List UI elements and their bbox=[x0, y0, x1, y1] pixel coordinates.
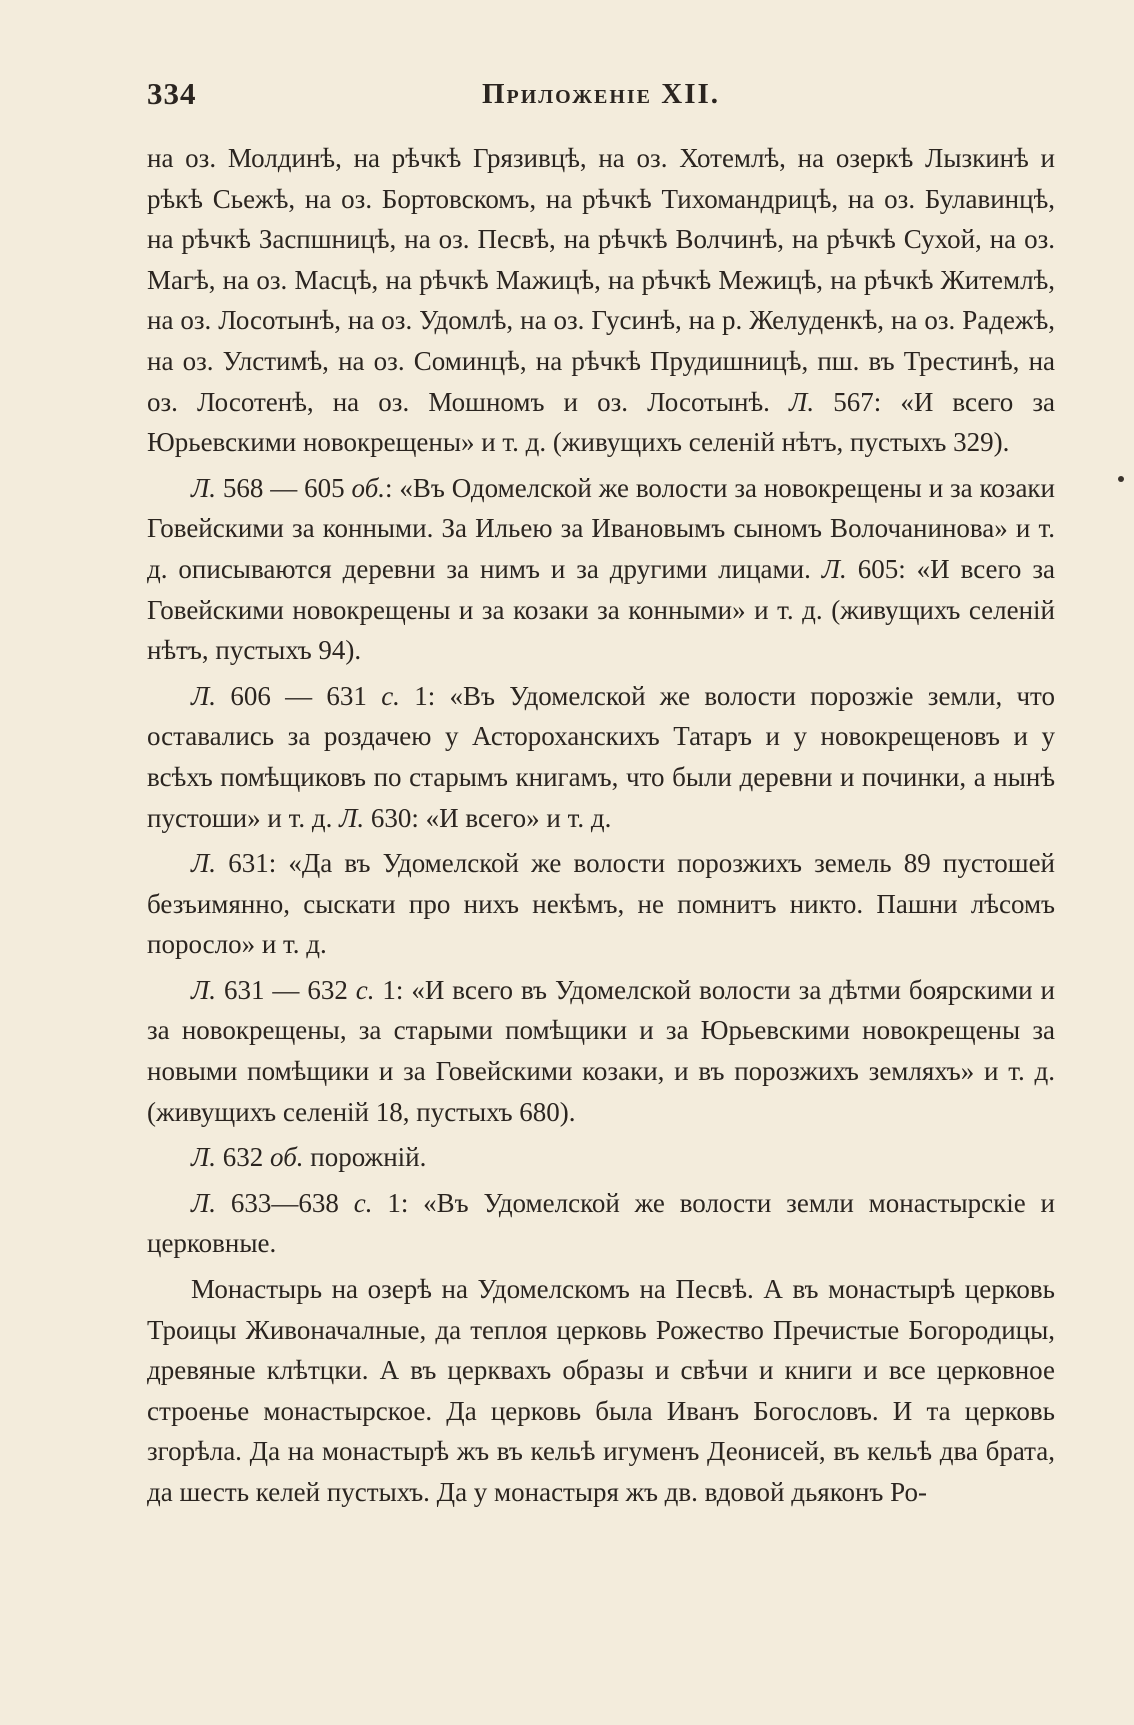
folio-reference: об. bbox=[351, 472, 386, 503]
running-head bbox=[147, 76, 1055, 120]
paragraph bbox=[147, 1183, 1055, 1264]
text-segment: порожнiй. bbox=[303, 1142, 427, 1173]
paragraph bbox=[147, 970, 1055, 1132]
text-segment: Монастырь на озерѣ на Удомелскомъ на Песвѣ. А въ монастырѣ церковь Троицы Живоначалные, да теплоя церковь Рожество Пречистые Богородицы, древяные клѣтцки. А въ церквахъ образы и свѣчи и книги и все церковное строенье монастырское. Да церковь была Иванъ Богословъ. И та церковь згорѣла. Да на монастырѣ жъ въ кельѣ игуменъ Деонисей, въ кельѣ два брата, да шесть келей пустыхъ. Да у монастыря жъ дв. вдовой дьяконъ Ро- bbox=[147, 1274, 1055, 1507]
paragraph bbox=[147, 468, 1055, 671]
folio-reference: Л. bbox=[339, 802, 365, 833]
text-segment: 568 — 605 bbox=[216, 472, 352, 503]
folio-reference: Л. bbox=[191, 680, 217, 711]
folio-reference: Л. bbox=[191, 1187, 217, 1218]
folio-reference: Л. bbox=[191, 974, 217, 1005]
paragraph bbox=[147, 138, 1055, 463]
text-segment: 631 — 632 bbox=[216, 974, 356, 1005]
folio-reference: Л. bbox=[191, 1142, 217, 1173]
text-segment: 1: «Въ Удомелской же волости порозжiе земли, что оставались за роздачею у Астороханскихъ Татаръ и у новокрещеновъ и у всѣхъ помѣщиковъ по старымъ книгамъ, что были деревни и починки, а нынѣ пустоши» и т. д. bbox=[147, 680, 1055, 833]
folio-reference: Л. bbox=[789, 386, 815, 417]
ink-spot bbox=[1118, 476, 1124, 482]
text-segment: 606 — 631 bbox=[216, 680, 382, 711]
text-segment: 631: «Да въ Удомелской же волости порозжихъ земель 89 пустошей безъимянно, сыскати про нихъ некѣмъ, не помнитъ никто. Пашни лѣсомъ поросло» и т. д. bbox=[147, 848, 1055, 960]
folio-reference: с. bbox=[355, 974, 375, 1005]
text-segment: 630: «И всего» и т. д. bbox=[364, 802, 612, 833]
folio-reference: с. bbox=[381, 680, 400, 711]
text-segment: 567: «И всего за Юрьевскими новокрещены» и т. д. (живущихъ селенiй нѣтъ, пустыхъ 329). bbox=[147, 386, 1055, 458]
paragraph bbox=[147, 843, 1055, 965]
folio-reference: Л. bbox=[191, 472, 217, 503]
paragraph bbox=[147, 676, 1055, 838]
running-title: Приложенiе XII. bbox=[481, 78, 721, 110]
text-segment: 1: «Въ Удомелской же волости земли монастырскiе и церковные. bbox=[147, 1187, 1056, 1259]
folio-reference: об. bbox=[270, 1142, 304, 1173]
page-number: 334 bbox=[147, 76, 197, 111]
paragraph bbox=[147, 1269, 1055, 1513]
folio-reference: Л. bbox=[191, 848, 217, 879]
paragraph bbox=[147, 1137, 1055, 1178]
text-segment: 1: «И всего въ Удомелской волости за дѣтми боярскими и за новокрещены, за старыми помѣщики и за Юрьевскими новокрещены за новыми помѣщики и за Говейскими козаки, и въ порозжихъ земляхъ» и т. д. (живущихъ селенiй 18, пустыхъ 680). bbox=[147, 974, 1055, 1127]
folio-reference: с. bbox=[353, 1187, 373, 1218]
text-segment: 633—638 bbox=[216, 1187, 354, 1218]
text-segment: 632 bbox=[216, 1142, 271, 1173]
folio-reference: Л. bbox=[821, 553, 847, 584]
body-text bbox=[147, 138, 1055, 1518]
text-segment: на оз. Молдинѣ, на рѣчкѣ Грязивцѣ, на оз. Хотемлѣ, на озеркѣ Лызкинѣ и рѣкѣ Сьежѣ, на оз. Бортовскомъ, на рѣчкѣ Тихомандрицѣ, на оз. Булавинцѣ, на рѣчкѣ Заспшницѣ, на оз. Песвѣ, на рѣчкѣ Волчинѣ, на рѣчкѣ Сухой, на оз. Магѣ, на оз. Масцѣ, на рѣчкѣ Мажицѣ, на рѣчкѣ Межицѣ, на рѣчкѣ Житемлѣ, на оз. Лосотынѣ, на оз. Удомлѣ, на оз. Гусинѣ, на р. Желуденкѣ, на оз. Радежѣ, на оз. Улстимѣ, на оз. Соминцѣ, на рѣчкѣ Прудишницѣ, пш. въ Трестинѣ, на оз. Лосотенѣ, на оз. Мошномъ и оз. Лосотынѣ. bbox=[147, 143, 1055, 417]
text-segment: : «Въ Одомелской же волости за новокрещены и за козаки Говейскими за конными. За Ильею за Ивановымъ сыномъ Волочанинова» и т. д. описываются деревни за нимъ и за другими лицами. bbox=[147, 472, 1056, 584]
text-segment: 605: «И всего за Говейскими новокрещены и за козаки за конными» и т. д. (живущихъ селенiй нѣтъ, пустыхъ 94). bbox=[147, 553, 1055, 666]
